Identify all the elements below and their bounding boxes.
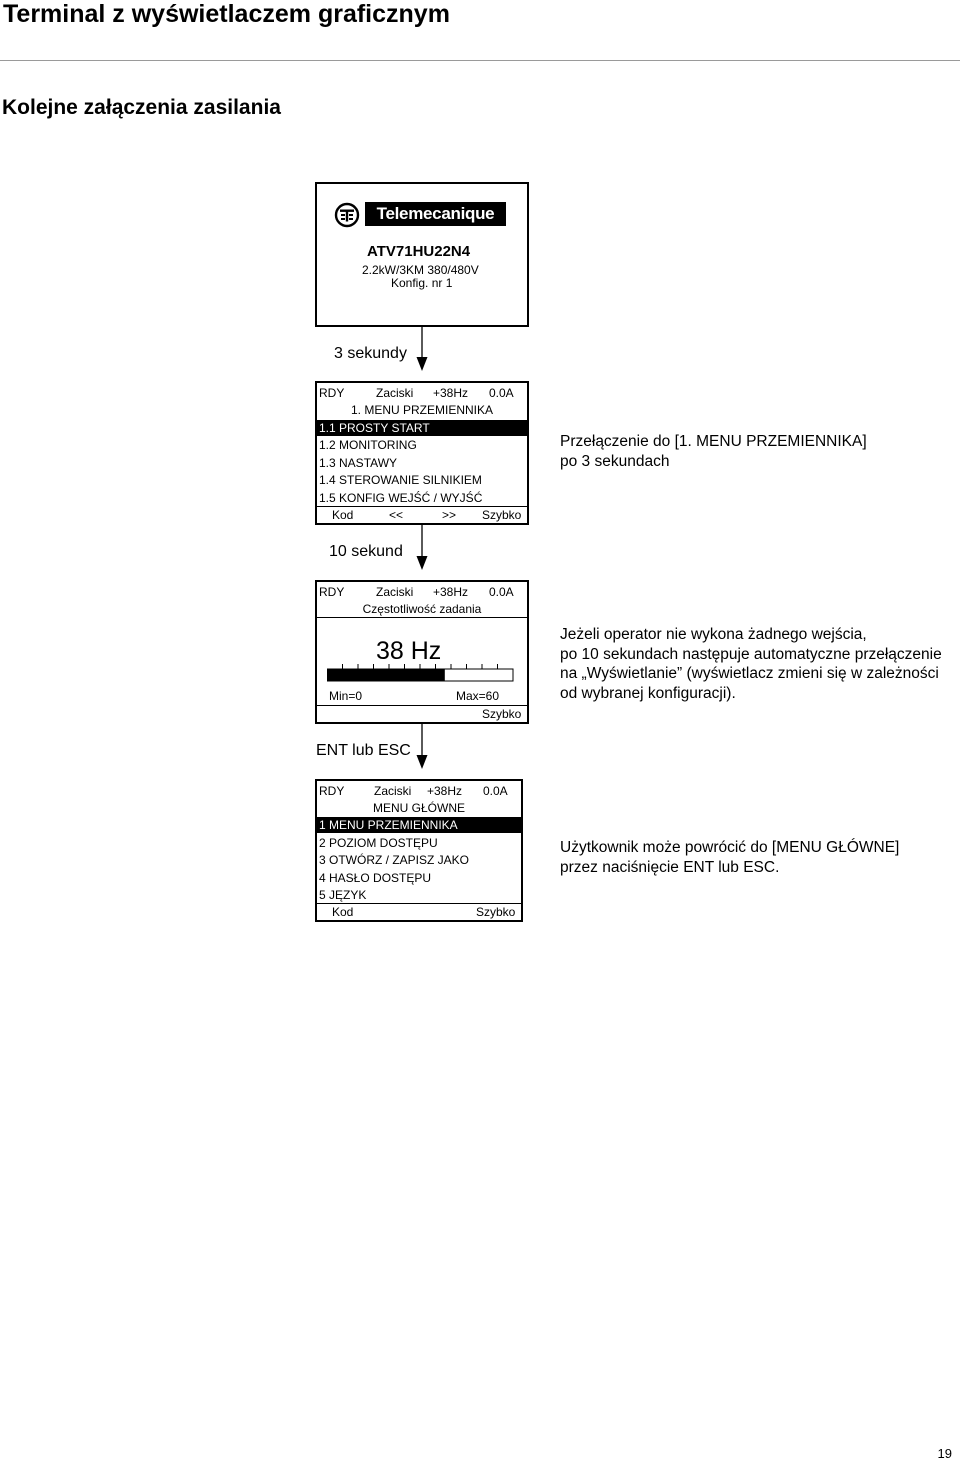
menu-item-simple-start[interactable]: 1.1 PROSTY START [317, 420, 527, 436]
page-title: Terminal z wyświetlaczem graficznym [3, 0, 450, 28]
page-number: 19 [937, 1446, 952, 1461]
brand-name: Telemecanique [376, 204, 495, 223]
freq-label: +38Hz [433, 585, 469, 599]
freq-label: +38Hz [433, 386, 469, 400]
caption-line: Użytkownik może powrócić do [MENU GŁÓWNE] [560, 839, 900, 856]
caption-line: od wybranej konfiguracji). [560, 684, 736, 702]
freq-label: +38Hz [427, 784, 463, 798]
bargraph-ticks [343, 664, 498, 669]
spec-label: 2.2kW/3KM 380/480V [362, 263, 479, 277]
drive-menu-screen [315, 381, 529, 525]
menu-item-drive-menu[interactable]: 1 MENU PRZEMIENNIKA [317, 817, 521, 833]
quick-key[interactable]: Szybko [482, 508, 522, 522]
menu-item-language[interactable]: 5 JĘZYK [319, 888, 367, 902]
section-title: Kolejne załączenia zasilania [2, 96, 281, 119]
down-arrow-icon [412, 525, 432, 571]
caption-step3 [560, 838, 899, 877]
main-menu-screen [315, 779, 523, 922]
model-label: ATV71HU22N4 [367, 243, 471, 260]
quick-key[interactable]: Szybko [482, 707, 522, 721]
header-divider [317, 617, 527, 618]
caption-line: Przełączenie do [1. MENU PRZEMIENNIKA] [560, 433, 867, 450]
current-label: 0.0A [489, 585, 514, 599]
max-label: Max=60 [456, 689, 500, 703]
current-label: 0.0A [489, 386, 514, 400]
status-rdy: RDY [319, 585, 345, 599]
arrow-label-3s: 3 sekundy [334, 345, 407, 362]
min-label: Min=0 [329, 689, 363, 703]
bargraph-fill [327, 669, 445, 681]
caption-line: po 3 sekundach [560, 452, 670, 470]
reference-label: Częstotliwość zadania [362, 602, 482, 616]
menu-item-settings[interactable]: 1.3 NASTAWY [319, 456, 398, 470]
down-arrow-icon [412, 724, 432, 770]
menu-title: MENU GŁÓWNE [372, 801, 465, 815]
arrow-label-ent-esc: ENT lub ESC [316, 742, 411, 759]
config-label: Konfig. nr 1 [391, 276, 453, 290]
source-label: Zaciski [374, 784, 412, 798]
status-rdy: RDY [319, 386, 345, 400]
code-key[interactable]: Kod [332, 905, 354, 919]
menu-item-access-level[interactable]: 2 POZIOM DOSTĘPU [319, 836, 438, 850]
next-key[interactable]: >> [442, 508, 457, 522]
arrow-label-10s: 10 sekund [329, 543, 403, 560]
title-divider [0, 60, 960, 61]
menu-title: 1. MENU PRZEMIENNIKA [350, 403, 494, 417]
prev-key[interactable]: << [389, 508, 404, 522]
menu-item-monitoring[interactable]: 1.2 MONITORING [319, 438, 417, 452]
frequency-value: 38 Hz [376, 637, 442, 665]
brand-logo [365, 202, 506, 226]
status-rdy: RDY [319, 784, 345, 798]
quick-key[interactable]: Szybko [476, 905, 516, 919]
frequency-display-screen [315, 580, 529, 724]
caption-line: po 10 sekundach następuje automatyczne przełączenie [560, 645, 942, 663]
code-key[interactable]: Kod [332, 508, 354, 522]
current-label: 0.0A [483, 784, 508, 798]
source-label: Zaciski [376, 585, 414, 599]
caption-step1 [560, 432, 867, 471]
caption-line: Jeżeli operator nie wykona żadnego wejścia, [560, 626, 867, 643]
menu-item-password[interactable]: 4 HASŁO DOSTĘPU [319, 871, 432, 885]
down-arrow-icon [412, 326, 432, 372]
menu-item-io-config[interactable]: 1.5 KONFIG WEJŚĆ / WYJŚĆ [319, 491, 483, 505]
caption-line: na „Wyświetlanie” (wyświetlacz zmieni się w zależności [560, 665, 939, 683]
caption-line: przez naciśnięcie ENT lub ESC. [560, 858, 780, 876]
source-label: Zaciski [376, 386, 414, 400]
frequency-bargraph [327, 662, 517, 682]
telemecanique-logo-icon [334, 202, 360, 228]
menu-item-motor-control[interactable]: 1.4 STEROWANIE SILNIKIEM [319, 473, 482, 487]
caption-step2 [560, 625, 942, 703]
menu-item-open-save[interactable]: 3 OTWÓRZ / ZAPISZ JAKO [319, 853, 470, 867]
